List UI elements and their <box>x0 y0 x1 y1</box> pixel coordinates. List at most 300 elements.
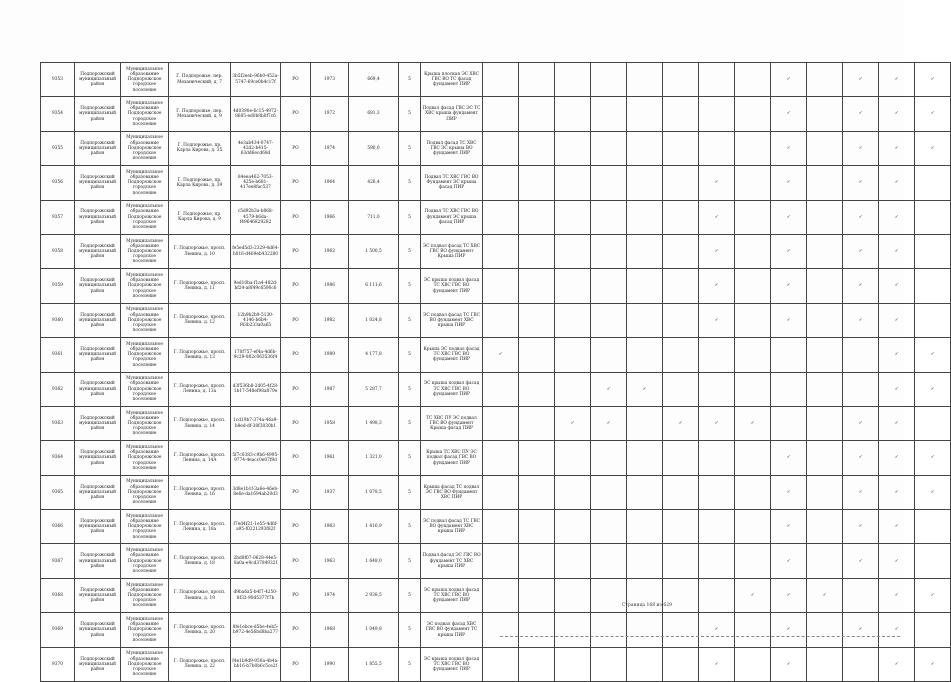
empty-mark-cell <box>735 510 771 544</box>
order-cell: 5 <box>399 303 421 337</box>
district-cell: Подпорожский муниципальный район <box>75 200 121 234</box>
checkmark-icon: ✓ <box>879 200 915 234</box>
municipality-cell: Муниципальное образование Подпорожское городское поселение <box>121 406 169 440</box>
checkmark-icon: ✓ <box>843 166 879 200</box>
municipality-cell: Муниципальное образование Подпорожское городское поселение <box>121 510 169 544</box>
fias-code-cell: fe5ed5d3-2329-4d64-b016-d469eb432280 <box>231 234 281 268</box>
checkmark-icon: ✓ <box>879 63 915 97</box>
order-cell: 5 <box>399 131 421 165</box>
row-id: 9357 <box>41 200 75 234</box>
type-cell: РО <box>281 544 311 578</box>
empty-mark-cell <box>807 441 843 475</box>
area-cell: 426,4 <box>349 166 399 200</box>
checkmark-icon: ✓ <box>879 131 915 165</box>
district-cell: Подпорожский муниципальный район <box>75 234 121 268</box>
district-cell: Подпорожский муниципальный район <box>75 166 121 200</box>
year-cell: 1963 <box>311 544 349 578</box>
year-cell: 1982 <box>311 303 349 337</box>
empty-mark-cell <box>591 166 627 200</box>
empty-mark-cell <box>735 372 771 406</box>
empty-mark-cell <box>483 269 519 303</box>
table-row <box>41 269 951 303</box>
municipality-cell: Муниципальное образование Подпорожское городское поселение <box>121 372 169 406</box>
empty-mark-cell <box>627 613 663 647</box>
checkmark-icon: ✓ <box>771 63 807 97</box>
empty-mark-cell <box>699 372 735 406</box>
fias-code-cell: d9ba6a5-b4f7-4250-8f33-90d5377f7b <box>231 578 281 612</box>
works-cell: Подвал ТС ХВС ГВС ВО фундамент ЭС крыша фасад ПИР <box>421 200 483 234</box>
year-cell: 1974 <box>311 131 349 165</box>
empty-mark-cell <box>735 269 771 303</box>
empty-mark-cell <box>483 97 519 131</box>
checkmark-icon: ✓ <box>915 372 951 406</box>
empty-mark-cell <box>663 97 699 131</box>
checkmark-icon: ✓ <box>699 269 735 303</box>
empty-mark-cell <box>699 544 735 578</box>
empty-mark-cell <box>483 200 519 234</box>
row-id: 9361 <box>41 338 75 372</box>
year-cell: 1989 <box>311 338 349 372</box>
scan-artifact-line <box>500 636 900 638</box>
order-cell: 5 <box>399 544 421 578</box>
empty-mark-cell <box>519 63 555 97</box>
checkmark-icon: ✓ <box>879 166 915 200</box>
checkmark-icon: ✓ <box>771 510 807 544</box>
year-cell: 1968 <box>311 613 349 647</box>
empty-mark-cell <box>591 510 627 544</box>
checkmark-icon: ✓ <box>915 63 951 97</box>
checkmark-icon: ✓ <box>915 475 951 509</box>
works-cell: Крыша ЭС подвал фасад ТС ХВС ГВС ВО фундамент ПИР <box>421 338 483 372</box>
empty-mark-cell <box>519 97 555 131</box>
district-cell: Подпорожский муниципальный район <box>75 131 121 165</box>
checkmark-icon: ✓ <box>879 303 915 337</box>
row-id: 9369 <box>41 613 75 647</box>
checkmark-icon: ✓ <box>699 613 735 647</box>
empty-mark-cell <box>555 338 591 372</box>
empty-mark-cell <box>555 97 591 131</box>
empty-mark-cell <box>663 303 699 337</box>
works-cell: Крыша фасад ТС подвал ЭС ГВС ВО Фундамент ХВС ПИР <box>421 475 483 509</box>
year-cell: 1958 <box>311 406 349 440</box>
address-cell: Г. Подпорожье, просп. Ленина, д. 14 <box>169 406 231 440</box>
year-cell: 1990 <box>311 647 349 681</box>
empty-mark-cell <box>555 303 591 337</box>
checkmark-icon: ✓ <box>735 578 771 612</box>
works-cell: ЭС крыша подвал фасад ТС ХВС ГВС ВО фундамент ПИР <box>421 578 483 612</box>
checkmark-icon: ✓ <box>699 406 735 440</box>
table-row <box>41 544 951 578</box>
checkmark-icon: ✓ <box>879 269 915 303</box>
empty-mark-cell <box>663 166 699 200</box>
type-cell: РО <box>281 269 311 303</box>
empty-mark-cell <box>807 338 843 372</box>
type-cell: РО <box>281 510 311 544</box>
checkmark-icon: ✓ <box>915 338 951 372</box>
checkmark-icon: ✓ <box>591 372 627 406</box>
empty-mark-cell <box>807 544 843 578</box>
row-id: 9355 <box>41 131 75 165</box>
empty-mark-cell <box>483 510 519 544</box>
empty-mark-cell <box>627 338 663 372</box>
row-id: 9358 <box>41 234 75 268</box>
checkmark-icon: ✓ <box>771 234 807 268</box>
order-cell: 5 <box>399 647 421 681</box>
municipality-cell: Муниципальное образование Подпорожское городское поселение <box>121 441 169 475</box>
address-cell: Г. Подпорожье, пр. Карла Кирова, д. 39 <box>169 166 231 200</box>
empty-mark-cell <box>807 510 843 544</box>
works-cell: ЭС крыша подвал фасад ТС ХВС ГВС ВО фундамент ПИР <box>421 647 483 681</box>
checkmark-icon: ✓ <box>915 97 951 131</box>
empty-mark-cell <box>699 475 735 509</box>
empty-mark-cell <box>483 647 519 681</box>
empty-mark-cell <box>591 475 627 509</box>
empty-mark-cell <box>519 269 555 303</box>
empty-mark-cell <box>555 234 591 268</box>
address-cell: Г. Подпорожье, пр. Карла Кирова, д. 9 <box>169 200 231 234</box>
empty-mark-cell <box>483 613 519 647</box>
row-id: 9356 <box>41 166 75 200</box>
checkmark-icon: ✓ <box>555 406 591 440</box>
table-row <box>41 234 951 268</box>
area-cell: 1 416,9 <box>349 510 399 544</box>
area-cell: 2 938,5 <box>349 578 399 612</box>
empty-mark-cell <box>735 166 771 200</box>
address-cell: Г. Подпорожье, просп. Ленина, д. 20 <box>169 613 231 647</box>
empty-mark-cell <box>591 303 627 337</box>
type-cell: РО <box>281 475 311 509</box>
empty-mark-cell <box>843 338 879 372</box>
type-cell: РО <box>281 97 311 131</box>
year-cell: 1973 <box>311 63 349 97</box>
address-cell: Г. Подпорожье, пер. Механический, д. 7 <box>169 63 231 97</box>
table-row <box>41 578 951 612</box>
fias-code-cell: 2bd8f07-0628-44e5-8a0a-e9cd3784932f <box>231 544 281 578</box>
municipality-cell: Муниципальное образование Подпорожское городское поселение <box>121 97 169 131</box>
fias-code-cell: 84eea462-7053-425e-b681-417ee8fac537 <box>231 166 281 200</box>
table-row <box>41 510 951 544</box>
empty-mark-cell <box>483 234 519 268</box>
empty-mark-cell <box>627 63 663 97</box>
district-cell: Подпорожский муниципальный район <box>75 97 121 131</box>
address-cell: Г. Подпорожье, просп. Ленина, д. 13 <box>169 338 231 372</box>
checkmark-icon: ✓ <box>771 303 807 337</box>
table-row <box>41 166 951 200</box>
district-cell: Подпорожский муниципальный район <box>75 303 121 337</box>
works-cell: Подвал ТС ХВС ГВС ВО Фундамент ЭС крыша фасад ПИР <box>421 166 483 200</box>
empty-mark-cell <box>663 372 699 406</box>
row-id: 9366 <box>41 510 75 544</box>
address-cell: Г. Подпорожье, просп. Ленина, д. 14А <box>169 441 231 475</box>
empty-mark-cell <box>483 406 519 440</box>
row-id: 9368 <box>41 578 75 612</box>
area-cell: 6 111,6 <box>349 269 399 303</box>
row-id: 9359 <box>41 269 75 303</box>
empty-mark-cell <box>555 613 591 647</box>
type-cell: РО <box>281 613 311 647</box>
type-cell: РО <box>281 338 311 372</box>
empty-mark-cell <box>699 131 735 165</box>
address-cell: Г. Подпорожье, просп. Ленина, д. 11 <box>169 269 231 303</box>
empty-mark-cell <box>663 647 699 681</box>
area-cell: 1 648,0 <box>349 544 399 578</box>
empty-mark-cell <box>735 200 771 234</box>
checkmark-icon: ✓ <box>699 234 735 268</box>
order-cell: 5 <box>399 578 421 612</box>
checkmark-icon: ✓ <box>843 406 879 440</box>
checkmark-icon: ✓ <box>879 406 915 440</box>
checkmark-icon: ✓ <box>771 475 807 509</box>
empty-mark-cell <box>555 544 591 578</box>
empty-mark-cell <box>915 166 951 200</box>
checkmark-icon: ✓ <box>879 578 915 612</box>
works-cell: ЭС подвал фасад ТС ХВС ГВС ВО фундамент Крыша ПИР <box>421 234 483 268</box>
table-row <box>41 97 951 131</box>
empty-mark-cell <box>627 544 663 578</box>
district-cell: Подпорожский муниципальный район <box>75 63 121 97</box>
area-cell: 1 024,8 <box>349 303 399 337</box>
empty-mark-cell <box>555 269 591 303</box>
empty-mark-cell <box>591 544 627 578</box>
empty-mark-cell <box>735 131 771 165</box>
empty-mark-cell <box>699 63 735 97</box>
order-cell: 5 <box>399 441 421 475</box>
fias-code-cell: d3f536b8-2d05-4f28-1b17-548ef98a879e <box>231 372 281 406</box>
checkmark-icon: ✓ <box>627 372 663 406</box>
works-cell: ЭС крыша подвал фасад ТС ХВС ГВС ВО фундамент ПИР <box>421 269 483 303</box>
empty-mark-cell <box>591 269 627 303</box>
table-row <box>41 441 951 475</box>
empty-mark-cell <box>483 303 519 337</box>
empty-mark-cell <box>663 63 699 97</box>
empty-mark-cell <box>591 338 627 372</box>
fias-code-cell: f4e1b9d9-950a-4b4a-bb16-b7b0b6c5ce2f <box>231 647 281 681</box>
fias-code-cell: c5d92b3a-b868-4579-b6da-f49646829282 <box>231 200 281 234</box>
empty-mark-cell <box>483 131 519 165</box>
fias-code-cell: 4e3ab434-0747-42d2-b415-63dd6ecd68d <box>231 131 281 165</box>
district-cell: Подпорожский муниципальный район <box>75 578 121 612</box>
empty-mark-cell <box>483 544 519 578</box>
checkmark-icon: ✓ <box>879 338 915 372</box>
order-cell: 5 <box>399 269 421 303</box>
works-cell: Крыша ТС ХВС ПУ ЭС подвал фасад ГВС ВО фундамент ПИР <box>421 441 483 475</box>
empty-mark-cell <box>555 578 591 612</box>
empty-mark-cell <box>519 338 555 372</box>
area-cell: 590,0 <box>349 131 399 165</box>
empty-mark-cell <box>735 338 771 372</box>
order-cell: 5 <box>399 613 421 647</box>
order-cell: 5 <box>399 234 421 268</box>
empty-mark-cell <box>627 131 663 165</box>
fias-code-cell: 3d8e1b1f-3a6e-46eb-8e6e-da1694ab20d3 <box>231 475 281 509</box>
empty-mark-cell <box>519 578 555 612</box>
empty-mark-cell <box>591 441 627 475</box>
empty-mark-cell <box>807 372 843 406</box>
municipality-cell: Муниципальное образование Подпорожское городское поселение <box>121 269 169 303</box>
address-cell: Г. Подпорожье, просп. Ленина, д. 10 <box>169 234 231 268</box>
checkmark-icon: ✓ <box>915 647 951 681</box>
empty-mark-cell <box>591 647 627 681</box>
table-row <box>41 475 951 509</box>
area-cell: 1 498,3 <box>349 406 399 440</box>
empty-mark-cell <box>519 200 555 234</box>
empty-mark-cell <box>519 510 555 544</box>
table-row <box>41 613 951 647</box>
checkmark-icon: ✓ <box>699 303 735 337</box>
checkmark-icon: ✓ <box>915 131 951 165</box>
checkmark-icon: ✓ <box>843 613 879 647</box>
empty-mark-cell <box>771 338 807 372</box>
empty-mark-cell <box>735 234 771 268</box>
order-cell: 5 <box>399 475 421 509</box>
empty-mark-cell <box>555 475 591 509</box>
row-id: 9364 <box>41 441 75 475</box>
empty-mark-cell <box>915 269 951 303</box>
year-cell: 1963 <box>311 510 349 544</box>
district-cell: Подпорожский муниципальный район <box>75 510 121 544</box>
district-cell: Подпорожский муниципальный район <box>75 372 121 406</box>
empty-mark-cell <box>519 303 555 337</box>
order-cell: 5 <box>399 338 421 372</box>
empty-mark-cell <box>663 234 699 268</box>
type-cell: РО <box>281 578 311 612</box>
empty-mark-cell <box>627 166 663 200</box>
address-cell: Г. Подпорожье, просп. Ленина, д. 13а <box>169 372 231 406</box>
address-cell: Г. Подпорожье, просп. Ленина, д. 18а <box>169 510 231 544</box>
empty-mark-cell <box>735 613 771 647</box>
empty-mark-cell <box>627 647 663 681</box>
empty-mark-cell <box>807 303 843 337</box>
empty-mark-cell <box>735 97 771 131</box>
empty-mark-cell <box>699 578 735 612</box>
area-cell: 1 049,8 <box>349 613 399 647</box>
empty-mark-cell <box>663 544 699 578</box>
empty-mark-cell <box>807 475 843 509</box>
empty-mark-cell <box>519 166 555 200</box>
fias-code-cell: f7ed4f21-1e55-4d6f-a95-f0221293f82f <box>231 510 281 544</box>
district-cell: Подпорожский муниципальный район <box>75 613 121 647</box>
municipality-cell: Муниципальное образование Подпорожское городское поселение <box>121 63 169 97</box>
area-cell: 1 855,5 <box>349 647 399 681</box>
year-cell: 1972 <box>311 97 349 131</box>
empty-mark-cell <box>771 406 807 440</box>
district-cell: Подпорожский муниципальный район <box>75 269 121 303</box>
checkmark-icon: ✓ <box>807 578 843 612</box>
empty-mark-cell <box>519 406 555 440</box>
district-cell: Подпорожский муниципальный район <box>75 406 121 440</box>
empty-mark-cell <box>807 63 843 97</box>
empty-mark-cell <box>555 372 591 406</box>
empty-mark-cell <box>663 441 699 475</box>
empty-mark-cell <box>627 234 663 268</box>
checkmark-icon: ✓ <box>771 200 807 234</box>
checkmark-icon: ✓ <box>879 234 915 268</box>
works-cell: ЭС крыша подвал фасад ТС ХВС ГВС ВО фундамент ПИР <box>421 372 483 406</box>
year-cell: 1964 <box>311 166 349 200</box>
row-id: 9363 <box>41 406 75 440</box>
empty-mark-cell <box>555 510 591 544</box>
year-cell: 1987 <box>311 372 349 406</box>
municipality-cell: Муниципальное образование Подпорожское городское поселение <box>121 166 169 200</box>
empty-mark-cell <box>627 97 663 131</box>
row-id: 9367 <box>41 544 75 578</box>
checkmark-icon: ✓ <box>843 63 879 97</box>
checkmark-icon: ✓ <box>771 544 807 578</box>
empty-mark-cell <box>663 338 699 372</box>
type-cell: РО <box>281 372 311 406</box>
empty-mark-cell <box>555 647 591 681</box>
checkmark-icon: ✓ <box>699 200 735 234</box>
table-row <box>41 406 951 440</box>
checkmark-icon: ✓ <box>771 647 807 681</box>
checkmark-icon: ✓ <box>879 97 915 131</box>
empty-mark-cell <box>663 613 699 647</box>
area-cell: 1 321,0 <box>349 441 399 475</box>
empty-mark-cell <box>483 441 519 475</box>
checkmark-icon: ✓ <box>771 269 807 303</box>
empty-mark-cell <box>915 510 951 544</box>
checkmark-icon: ✓ <box>771 97 807 131</box>
empty-mark-cell <box>843 647 879 681</box>
empty-mark-cell <box>591 97 627 131</box>
empty-mark-cell <box>519 647 555 681</box>
table-row <box>41 200 951 234</box>
checkmark-icon: ✓ <box>771 441 807 475</box>
fias-code-cell: 4d0390e-6c15-4972-8685-ed0b8b0f7c6 <box>231 97 281 131</box>
works-cell: ЭС подвал фасад ТС ГВС ВО фундамент ХВС крыша ПИР <box>421 303 483 337</box>
checkmark-icon: ✓ <box>915 441 951 475</box>
register-table <box>40 62 951 682</box>
address-cell: Г. Подпорожье, просп. Ленина, д. 22 <box>169 647 231 681</box>
municipality-cell: Муниципальное образование Подпорожское городское поселение <box>121 234 169 268</box>
empty-mark-cell <box>483 475 519 509</box>
empty-mark-cell <box>483 63 519 97</box>
empty-mark-cell <box>735 544 771 578</box>
row-id: 9365 <box>41 475 75 509</box>
table-row <box>41 338 951 372</box>
row-id: 9360 <box>41 303 75 337</box>
empty-mark-cell <box>807 97 843 131</box>
checkmark-icon: ✓ <box>879 475 915 509</box>
empty-mark-cell <box>915 613 951 647</box>
empty-mark-cell <box>627 406 663 440</box>
register-rows <box>41 63 951 682</box>
checkmark-icon: ✓ <box>879 510 915 544</box>
order-cell: 5 <box>399 406 421 440</box>
empty-mark-cell <box>735 303 771 337</box>
row-id: 9370 <box>41 647 75 681</box>
empty-mark-cell <box>519 475 555 509</box>
empty-mark-cell <box>663 475 699 509</box>
empty-mark-cell <box>915 200 951 234</box>
municipality-cell: Муниципальное образование Подпорожское городское поселение <box>121 647 169 681</box>
empty-mark-cell <box>555 131 591 165</box>
area-cell: 1 078,5 <box>349 475 399 509</box>
address-cell: Г. Подпорожье, просп. Ленина, д. 19 <box>169 578 231 612</box>
checkmark-icon: ✓ <box>879 372 915 406</box>
type-cell: РО <box>281 406 311 440</box>
row-id: 9353 <box>41 63 75 97</box>
empty-mark-cell <box>483 166 519 200</box>
empty-mark-cell <box>807 131 843 165</box>
checkmark-icon: ✓ <box>483 338 519 372</box>
year-cell: 1986 <box>311 269 349 303</box>
checkmark-icon: ✓ <box>879 647 915 681</box>
table-row <box>41 372 951 406</box>
empty-mark-cell <box>519 372 555 406</box>
empty-mark-cell <box>663 200 699 234</box>
checkmark-icon: ✓ <box>771 613 807 647</box>
